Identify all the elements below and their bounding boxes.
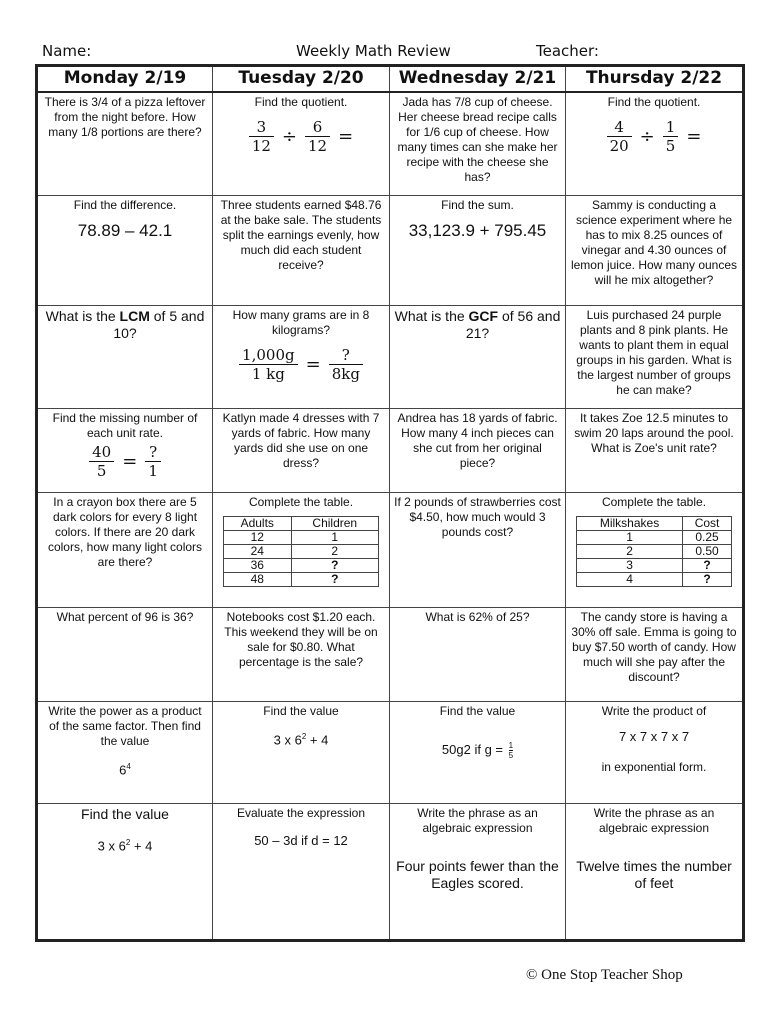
math-expression: 50 – 3d if d = 12 — [254, 833, 348, 848]
problem-text: Complete the table. — [248, 495, 354, 509]
fraction-expression — [42, 443, 208, 480]
cell-r5-thu — [566, 493, 744, 608]
math-expression: 33,123.9 + 795.45 — [408, 221, 547, 240]
column-header: Cost — [683, 517, 732, 531]
algebra-phrase: Four points fewer than the Eagles scored. — [396, 858, 559, 891]
problem-text: What is the GCF of 56 and 21? — [394, 308, 561, 341]
cell-r5-mon — [37, 493, 213, 608]
problem-text: Three students earned $48.76 at the bake sale. The students split the earnings evenly, how much did each student receive? — [220, 198, 382, 272]
problem-text: Find the missing number of each unit rate. — [52, 411, 198, 440]
cell-r4-thu — [566, 409, 744, 493]
problem-text: What is the LCM of 5 and 10? — [45, 308, 205, 341]
day-header-monday: Monday 2/19 — [37, 66, 213, 92]
cell-r1-mon — [37, 92, 213, 196]
milkshakes-cost-table — [576, 516, 732, 587]
problem-text: Find the value — [263, 704, 339, 718]
problem-text: Find the value — [81, 806, 169, 822]
cell-r2-mon — [37, 196, 213, 306]
problem-text: The candy store is having a 30% off sale. Emma is going to buy $7.50 worth of candy. How much will she pay after the discount? — [571, 610, 737, 684]
cell-r3-tue — [213, 306, 390, 409]
divide-symbol: ÷ — [281, 125, 297, 147]
problem-text: Jada has 7/8 cup of cheese. Her cheese bread recipe calls for 1/6 cup of cheese. How many times can she make her recipe with the cheese she has? — [397, 94, 558, 184]
fraction: $\frac{?}{1}$ — [145, 443, 161, 480]
problem-text: Write the phrase as an algebraic expression — [417, 806, 538, 835]
algebra-phrase: Twelve times the number of feet — [576, 858, 732, 891]
cell-r7-mon — [37, 702, 213, 804]
cell-r7-tue — [213, 702, 390, 804]
equals-symbol: = — [305, 354, 321, 375]
cell-r8-wed — [390, 804, 566, 941]
table-row: 48 ? — [224, 573, 379, 587]
day-header-thursday: Thursday 2/22 — [566, 66, 744, 92]
problem-text: If 2 pounds of strawberries cost $4.50, how much would 3 pounds cost? — [394, 495, 561, 539]
cell-r5-wed — [390, 493, 566, 608]
review-table — [35, 64, 745, 942]
problem-text: There is 3/4 of a pizza leftover from the night before. How many 1/8 portions are there? — [44, 94, 206, 139]
equals-symbol: = — [338, 125, 354, 147]
math-expression: 50g2 if g = $\frac{1}{5}$ — [441, 741, 514, 760]
adults-children-table — [223, 516, 379, 587]
fraction: $\frac{1}{5}$ — [663, 118, 679, 155]
problem-text: What is 62% of 25? — [425, 610, 530, 624]
fraction: $\frac{4}{20}$ — [607, 118, 632, 155]
problem-text: Find the sum. — [441, 198, 514, 212]
math-expression: 7 x 7 x 7 x 7 — [618, 729, 690, 744]
fraction-expression — [570, 118, 738, 155]
cell-r8-thu — [566, 804, 744, 941]
cell-r3-mon — [37, 306, 213, 409]
name-label: Name: — [42, 42, 92, 60]
table-row: 24 2 — [224, 545, 379, 559]
math-expression: 78.89 – 42.1 — [77, 221, 173, 240]
cell-r4-wed — [390, 409, 566, 493]
fraction-expression — [217, 346, 385, 383]
table-row: 4 ? — [577, 573, 732, 587]
column-header: Children — [291, 517, 378, 531]
cell-r6-wed — [390, 608, 566, 702]
cell-r7-thu — [566, 702, 744, 804]
problem-text: How many grams are in 8 kilograms? — [232, 308, 370, 337]
column-header: Milkshakes — [577, 517, 683, 531]
equals-symbol: = — [686, 125, 702, 147]
fraction: $\frac{1,000g}{1 kg}$ — [239, 346, 298, 383]
math-expression: 3 x $6^2 + 4$ — [97, 838, 153, 854]
cell-r4-tue — [213, 409, 390, 493]
day-header-tuesday: Tuesday 2/20 — [213, 66, 390, 92]
cell-r6-mon — [37, 608, 213, 702]
problem-note: in exponential form. — [601, 760, 707, 774]
column-header: Adults — [224, 517, 292, 531]
equals-symbol: = — [122, 451, 138, 472]
cell-r8-tue — [213, 804, 390, 941]
cell-r2-tue — [213, 196, 390, 306]
problem-text: Find the quotient. — [607, 94, 701, 109]
math-expression: 3 x $6^2 + 4$ — [273, 732, 329, 748]
cell-r2-thu — [566, 196, 744, 306]
problem-text: Find the quotient. — [254, 94, 348, 109]
problem-text: In a crayon box there are 5 dark colors for every 8 light colors. If there are 20 dark colors, how many light colors are there? — [47, 495, 203, 569]
fraction: $\frac{6}{12}$ — [305, 118, 330, 155]
problem-text: Find the difference. — [73, 198, 177, 212]
cell-r8-mon — [37, 804, 213, 941]
table-row: 3 ? — [577, 559, 732, 573]
cell-r5-tue — [213, 493, 390, 608]
table-row: 2 0.50 — [577, 545, 732, 559]
cell-r3-thu — [566, 306, 744, 409]
fraction: $\frac{40}{5}$ — [89, 443, 114, 480]
table-row: 1 0.25 — [577, 531, 732, 545]
fraction: $\frac{?}{8kg}$ — [329, 346, 363, 383]
problem-text: Evaluate the expression — [236, 806, 366, 820]
problem-text: Luis purchased 24 purple plants and 8 pink plants. He wants to plant them in equal groups in his garden. What is the largest number of groups he can make? — [576, 308, 732, 397]
cell-r2-wed — [390, 196, 566, 306]
day-header-wednesday: Wednesday 2/21 — [390, 66, 566, 92]
problem-text: Sammy is conducting a science experiment where he has to mix 8.25 ounces of vinegar and 4.30 ounces of lemon juice. How many ounces will he mix altogether? — [570, 198, 738, 287]
power-expression: $6^4$ — [119, 762, 131, 778]
fraction-expression — [217, 118, 385, 155]
problem-text: Complete the table. — [601, 495, 707, 509]
worksheet-title: Weekly Math Review — [296, 42, 451, 60]
table-row: 36 ? — [224, 559, 379, 573]
cell-r6-tue — [213, 608, 390, 702]
copyright-footer: © One Stop Teacher Shop — [526, 967, 683, 983]
table-row: 12 1 — [224, 531, 379, 545]
problem-text: Write the product of — [601, 704, 707, 718]
cell-r1-tue — [213, 92, 390, 196]
fraction: $\frac{3}{12}$ — [249, 118, 274, 155]
problem-text: Find the value — [439, 704, 516, 718]
cell-r4-mon — [37, 409, 213, 493]
problem-text: What percent of 96 is 36? — [56, 610, 194, 624]
teacher-label: Teacher: — [536, 42, 599, 60]
cell-r1-thu — [566, 92, 744, 196]
divide-symbol: ÷ — [639, 125, 655, 147]
problem-text: Andrea has 18 yards of fabric. How many 4 inch pieces can she cut from her original piece? — [397, 411, 558, 470]
problem-text: Katlyn made 4 dresses with 7 yards of fabric. How many yards did she use on one dress? — [222, 411, 380, 470]
cell-r3-wed — [390, 306, 566, 409]
problem-text: Write the power as a product of the same factor. Then find the value — [48, 704, 202, 748]
problem-text: Write the phrase as an algebraic expression — [593, 806, 715, 835]
cell-r6-thu — [566, 608, 744, 702]
cell-r7-wed — [390, 702, 566, 804]
problem-text: It takes Zoe 12.5 minutes to swim 20 laps around the pool. What is Zoe's unit rate? — [574, 411, 734, 455]
problem-text: Notebooks cost $1.20 each. This weekend they will be on sale for $0.80. What percentage is the sale? — [224, 610, 378, 669]
cell-r1-wed — [390, 92, 566, 196]
